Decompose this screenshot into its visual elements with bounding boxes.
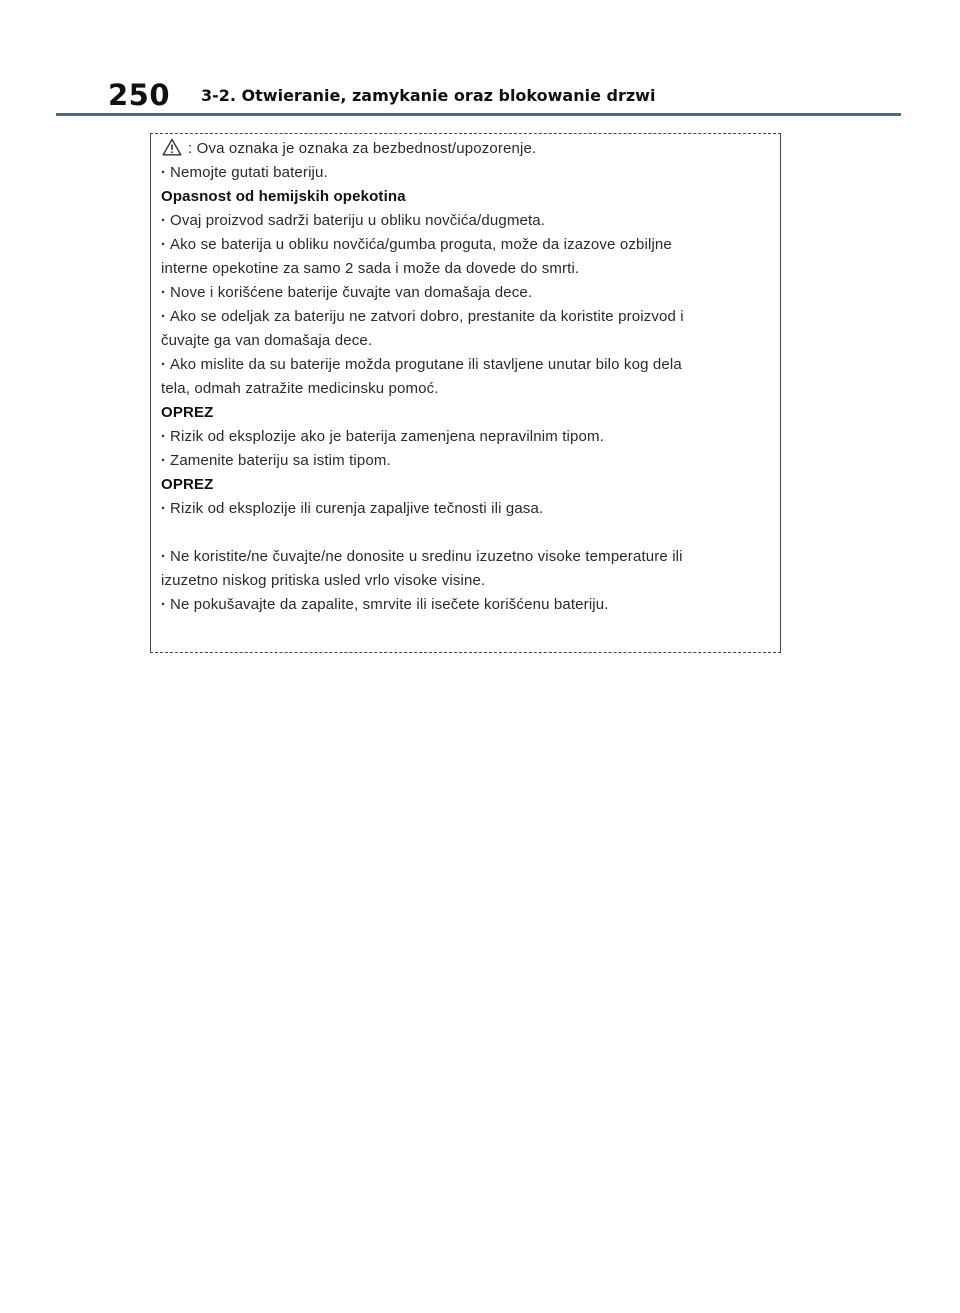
subheading-caution: OPREZ	[161, 404, 214, 421]
warning-content	[161, 137, 771, 617]
list-item-continuation: interne opekotine za samo 2 sada i može da dovede do smrti.	[161, 260, 580, 277]
list-item: · Ako mislite da su baterije možda progutane ili stavljene unutar bilo kog dela	[161, 353, 771, 377]
page-header	[0, 0, 960, 116]
list-item: · Ovaj proizvod sadrži bateriju u obliku novčića/dugmeta.	[161, 209, 771, 233]
subheading-chemical-burn: Opasnost od hemijskih opekotina	[161, 188, 406, 205]
list-item-continuation: čuvajte ga van domašaja dece.	[161, 332, 373, 349]
list-item: · Ne pokušavajte da zapalite, smrvite ili isečete korišćenu bateriju.	[161, 593, 771, 617]
list-item: · Nemojte gutati bateriju.	[161, 161, 771, 185]
list-item: · Rizik od eksplozije ako je baterija zamenjena nepravilnim tipom.	[161, 425, 771, 449]
list-item: · Ako se baterija u obliku novčića/gumba proguta, može da izazove ozbiljne	[161, 233, 771, 257]
list-item: · Zamenite bateriju sa istim tipom.	[161, 449, 771, 473]
warning-legend-line	[161, 137, 771, 161]
list-item: · Ne koristite/ne čuvajte/ne donosite u sredinu izuzetno visoke temperature ili	[161, 545, 771, 569]
list-item: · Rizik od eksplozije ili curenja zapaljive tečnosti ili gasa.	[161, 497, 771, 521]
section-title: 3-2. Otwieranie, zamykanie oraz blokowanie drzwi	[201, 86, 656, 105]
list-item: · Ako se odeljak za bateriju ne zatvori dobro, prestanite da koristite proizvod i	[161, 305, 771, 329]
warning-triangle-icon	[162, 138, 182, 156]
subheading-caution: OPREZ	[161, 476, 214, 493]
page-number: 250	[108, 78, 171, 112]
list-item-continuation: izuzetno niskog pritiska usled vrlo visoke visine.	[161, 572, 486, 589]
warning-legend-text: : Ova oznaka je oznaka za bezbednost/upozorenje.	[188, 140, 537, 157]
list-item: · Nove i korišćene baterije čuvajte van domašaja dece.	[161, 281, 771, 305]
list-item-continuation: tela, odmah zatražite medicinsku pomoć.	[161, 380, 439, 397]
header-divider	[56, 113, 901, 116]
spacer	[161, 521, 771, 545]
